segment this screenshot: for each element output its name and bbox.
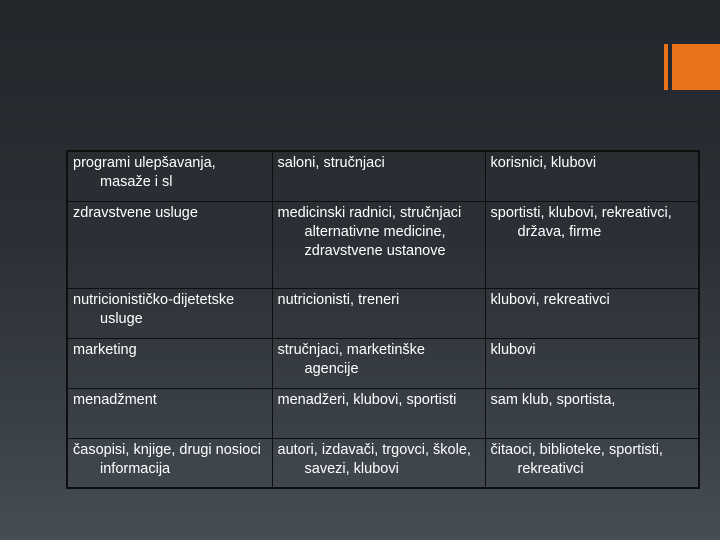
table-cell	[272, 201, 485, 288]
cell-text: nutricionističko-dijetetske usluge	[73, 291, 235, 327]
table-cell	[67, 388, 272, 438]
table-cell	[485, 338, 699, 388]
table-cell	[485, 201, 699, 288]
table-cell	[272, 288, 485, 338]
table-row	[67, 388, 699, 438]
cell-text: programi ulepšavanja, masaže i sl	[73, 155, 216, 190]
table-cell	[272, 151, 485, 201]
cell-text: marketing	[73, 341, 137, 358]
table-cell	[67, 201, 272, 288]
cell-text: čitaoci, biblioteke, sportisti, rekreativci	[490, 441, 663, 477]
cell-text: korisnici, klubovi	[490, 155, 597, 171]
table-row	[67, 438, 699, 488]
cell-text: klubovi	[490, 341, 536, 358]
cell-text: menadžment	[73, 391, 157, 408]
cell-text: sportisti, klubovi, rekreativci, država, firme	[490, 204, 672, 240]
cell-text: časopisi, knjige, drugi nosioci informacija	[73, 441, 261, 477]
cell-text: klubovi, rekreativci	[490, 291, 610, 308]
table-row	[67, 151, 699, 201]
table-cell	[272, 388, 485, 438]
table-cell	[485, 151, 699, 201]
table-row	[67, 201, 699, 288]
table-row	[67, 288, 699, 338]
cell-text: zdravstvene usluge	[73, 204, 198, 221]
table-cell	[272, 338, 485, 388]
table-row	[67, 338, 699, 388]
cell-text: autori, izdavači, trgovci, škole, savezi, klubovi	[277, 441, 471, 477]
cell-text: sam klub, sportista,	[490, 391, 616, 408]
table-cell	[67, 288, 272, 338]
cell-text: stručnjaci, marketinške agencije	[277, 341, 425, 377]
table-cell	[67, 338, 272, 388]
accent-bar	[664, 44, 668, 90]
table-cell	[272, 438, 485, 488]
table-cell	[67, 438, 272, 488]
accent-block	[672, 44, 720, 90]
cell-text: medicinski radnici, stručnjaci alternativne medicine, zdravstvene ustanove	[277, 204, 462, 259]
table-cell	[485, 438, 699, 488]
cell-text: nutricionisti, treneri	[277, 291, 400, 308]
cell-text: saloni, stručnjaci	[277, 155, 385, 171]
table-cell	[485, 288, 699, 338]
table-cell	[67, 151, 272, 201]
cell-text: menadžeri, klubovi, sportisti	[277, 391, 457, 408]
table-cell	[485, 388, 699, 438]
services-table	[66, 150, 700, 489]
